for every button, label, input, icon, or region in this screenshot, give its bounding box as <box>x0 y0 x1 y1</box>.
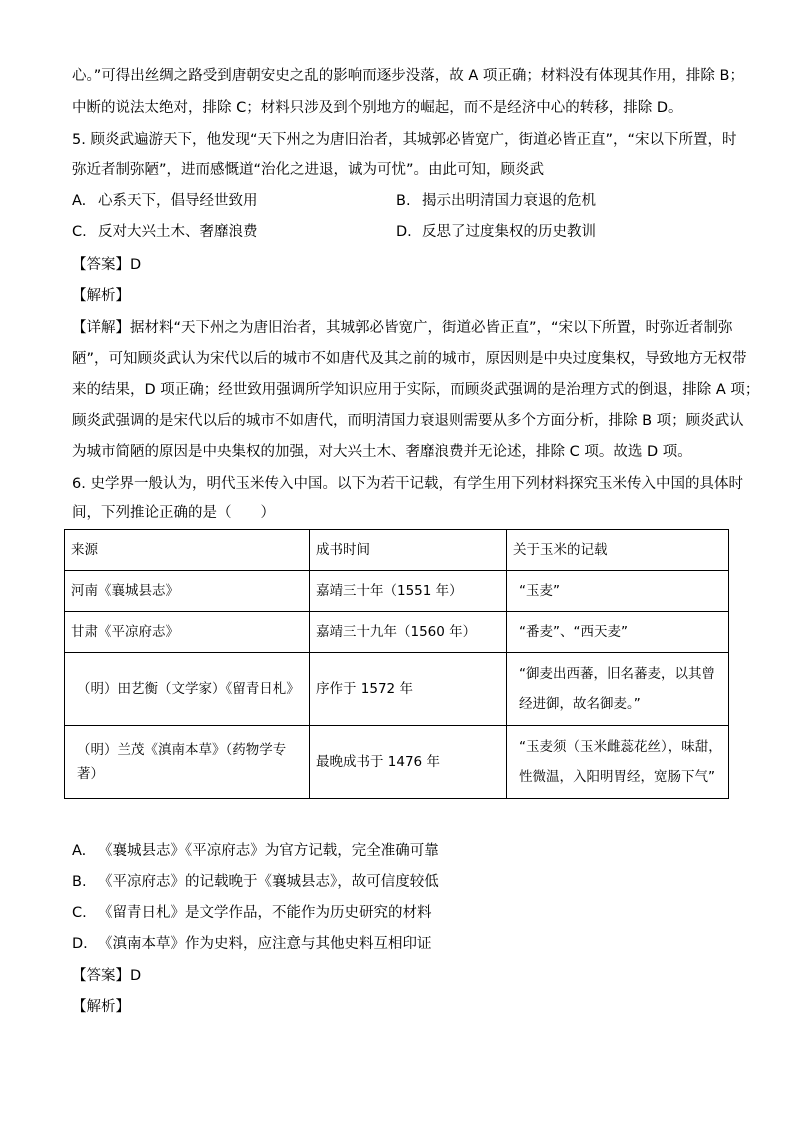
table-header-cell: 来源 <box>65 530 310 571</box>
table-row <box>65 726 729 799</box>
q5-detail-line: 陋”，可知顾炎武认为宋代以后的城市不如唐代及其之前的城市，原因则是中央过度集权，导致地方无权带 <box>72 351 747 367</box>
q5-option-d: D. 反思了过度集权的历史教训 <box>396 224 596 240</box>
table-header-cell: 关于玉米的记载 <box>507 530 729 571</box>
q5-option-b: B. 揭示出明清国力衰退的危机 <box>396 193 596 209</box>
table-row <box>65 571 729 612</box>
question-6-stem: 间，下列推论正确的是（ ） <box>72 505 275 521</box>
q5-detail-line: 顾炎武强调的是宋代以后的城市不如唐代，而明清国力衰退则需要从多个方面分析，排除 B 项；顾炎武认 <box>72 413 744 429</box>
table-cell: （明）兰茂《滇南本草》（药物学专著） <box>65 726 310 799</box>
question-5-stem: 5. 顾炎武遍游天下，他发现“天下州之为唐旧治者，其城郭必皆宽广，街道必皆正直”，“宋以下所置，时 <box>72 132 737 148</box>
table-cell: 甘肃《平凉府志》 <box>65 612 310 653</box>
q5-detail-line: 来的结果，D 项正确；经世致用强调所学知识应用于实际，而顾炎武强调的是治理方式的倒退，排除 A 项； <box>72 382 760 398</box>
table-cell: “玉麦须（玉米雌蕊花丝），味甜，性微温，入阳明胃经，宽肠下气” <box>507 726 729 799</box>
q5-option-c: C. 反对大兴土木、奢靡浪费 <box>72 224 258 240</box>
source-table <box>64 529 729 799</box>
q5-detail-line: 【详解】据材料“天下州之为唐旧治者，其城郭必皆宽广，街道必皆正直”，“宋以下所置，时弥近者制弥 <box>72 320 733 336</box>
q6-answer: 【答案】D <box>72 968 142 984</box>
q5-detail-line: 为城市简陋的原因是中央集权的加强，对大兴土木、奢靡浪费并无论述，排除 C 项。故选 D 项。 <box>72 444 692 460</box>
q5-option-a: A. 心系天下，倡导经世致用 <box>72 193 258 209</box>
question-6-stem: 6. 史学界一般认为，明代玉米传入中国。以下为若干记载，有学生用下列材料探究玉米传入中国的具体时 <box>72 476 743 492</box>
q6-option-c: C. 《留青日札》是文学作品，不能作为历史研究的材料 <box>72 905 432 921</box>
table-cell: 序作于 1572 年 <box>310 653 507 726</box>
q6-option-b: B. 《平凉府志》的记载晚于《襄城县志》，故可信度较低 <box>72 874 439 890</box>
table-header-cell: 成书时间 <box>310 530 507 571</box>
table-cell: “御麦出西蕃，旧名蕃麦，以其曾经进御，故名御麦。” <box>507 653 729 726</box>
table-cell: （明）田艺衡（文学家）《留青日札》 <box>65 653 310 726</box>
table-cell: 最晚成书于 1476 年 <box>310 726 507 799</box>
table-cell: 嘉靖三十九年（1560 年） <box>310 612 507 653</box>
q5-analysis-heading: 【解析】 <box>72 288 130 304</box>
table-row <box>65 612 729 653</box>
question-5-stem: 弥近者制弥陋”，进而感慨道“治化之进退，诚为可忧”。由此可知，顾炎武 <box>72 162 545 178</box>
table-header-row <box>65 530 729 571</box>
prev-analysis-line: 心。”可得出丝绸之路受到唐朝安史之乱的影响而逐步没落，故 A 项正确；材料没有体现其作用，排除 B； <box>72 68 744 84</box>
q6-option-d: D. 《滇南本草》作为史料，应注意与其他史料互相印证 <box>72 936 432 952</box>
prev-analysis-line: 中断的说法太绝对，排除 C；材料只涉及到个别地方的崛起，而不是经济中心的转移，排除 D。 <box>72 100 683 116</box>
q5-answer: 【答案】D <box>72 257 142 273</box>
table-row <box>65 653 729 726</box>
q6-analysis-heading: 【解析】 <box>72 999 130 1015</box>
table-cell: 河南《襄城县志》 <box>65 571 310 612</box>
table-cell: “番麦”、“西天麦” <box>507 612 729 653</box>
table-cell: 嘉靖三十年（1551 年） <box>310 571 507 612</box>
table-cell: “玉麦” <box>507 571 729 612</box>
q6-option-a: A. 《襄城县志》《平凉府志》为官方记载，完全准确可靠 <box>72 843 439 859</box>
